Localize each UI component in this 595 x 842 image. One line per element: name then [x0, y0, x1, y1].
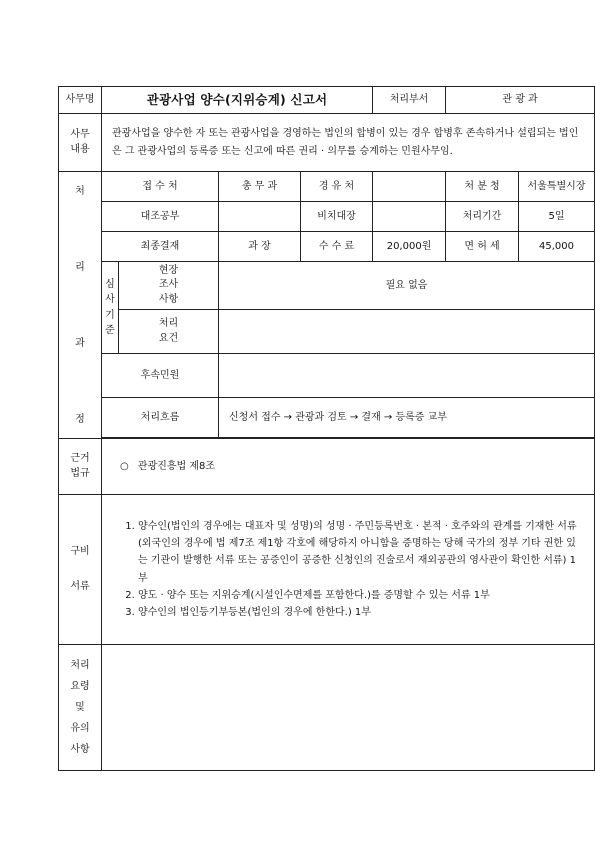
review-criteria-label: 심 사 기 준 — [102, 262, 119, 354]
documents-list — [102, 495, 595, 645]
register-label: 비치대장 — [301, 202, 373, 232]
content-description: 관광사업을 양수한 자 또는 관광사업을 경영하는 법인의 합병이 있는 경우 합병후 존속하거나 설립되는 법인은 그 관광사업의 등록증 또는 신고에 따른 권리 · 의무를 승계하는 민원사무임. — [102, 114, 595, 172]
legal-basis-text: 관광진흥법 제8조 — [137, 460, 216, 472]
reception-label: 접 수 처 — [102, 172, 219, 202]
reception-value: 총 무 과 — [219, 172, 301, 202]
document-item: 1. 양수인(법인의 경우에는 대표자 및 성명)의 성명 · 주민등록번호 · 본적 · 호주와의 관계를 기재한 서류(외국인의 경우에 법 제7조 제1항 각호에 해당하지 아니함을 증명하는 당해 국가의 정부 기타 권한 있는 기관이 발행한 서류 또는 공증인이 공증한 신청인의 진술로서 재외공관의 영사관이 확인한 서류) 1부 — [138, 518, 584, 587]
fee-value: 20,000원 — [373, 232, 446, 262]
follow-up-label: 후속민원 — [102, 354, 219, 398]
period-value: 5일 — [519, 202, 595, 232]
content-label: 사무 내용 — [59, 114, 102, 172]
notes-label: 처리 요령 및 유의 사항 — [59, 645, 102, 771]
processing-section-label: 처 리 과 정 — [59, 172, 102, 439]
final-approval-label: 최종결재 — [102, 232, 219, 262]
process-flow-value: 신청서 접수 → 관광과 검토 → 결재 → 등록증 교부 — [219, 398, 595, 438]
requirement-label: 처리 요건 — [119, 310, 219, 354]
period-label: 처리기간 — [446, 202, 519, 232]
document-item: 3. 양수인의 법인등기부등본(법인의 경우에 한한다.) 1부 — [138, 604, 584, 621]
agency-label: 처 분 청 — [446, 172, 519, 202]
route-value — [373, 172, 446, 202]
license-tax-value: 45,000 — [519, 232, 595, 262]
documents-label: 구비 서류 — [59, 495, 102, 645]
dept-label: 처리부서 — [373, 87, 446, 114]
legal-basis-label: 근거 법규 — [59, 439, 102, 495]
register-value — [373, 202, 446, 232]
license-tax-label: 면 허 세 — [446, 232, 519, 262]
follow-up-value — [219, 354, 595, 398]
office-label: 사무명 — [59, 87, 102, 114]
notes-value — [102, 645, 595, 771]
collation-ledger-label: 대조공부 — [102, 202, 219, 232]
final-approval-value: 과 장 — [219, 232, 301, 262]
dept-value: 관 광 과 — [446, 87, 595, 114]
process-flow-label: 처리흐름 — [102, 398, 219, 438]
legal-basis-value — [102, 439, 595, 495]
field-survey-label: 현장 조사 사항 — [119, 262, 219, 310]
agency-value: 서울특별시장 — [519, 172, 595, 202]
fee-label: 수 수 료 — [301, 232, 373, 262]
form-title: 관광사업 양수(지위승계) 신고서 — [102, 87, 373, 114]
bullet-icon: ○ — [120, 460, 129, 472]
form-table — [58, 86, 595, 771]
document-item: 2. 양도 · 양수 또는 지위승계(시설인수면제를 포함한다.)를 증명할 수 있는 서류 1부 — [138, 587, 584, 604]
route-label: 경 유 처 — [301, 172, 373, 202]
requirement-value — [219, 310, 595, 354]
collation-ledger-value — [219, 202, 301, 232]
field-survey-value: 필요 없음 — [219, 262, 595, 310]
